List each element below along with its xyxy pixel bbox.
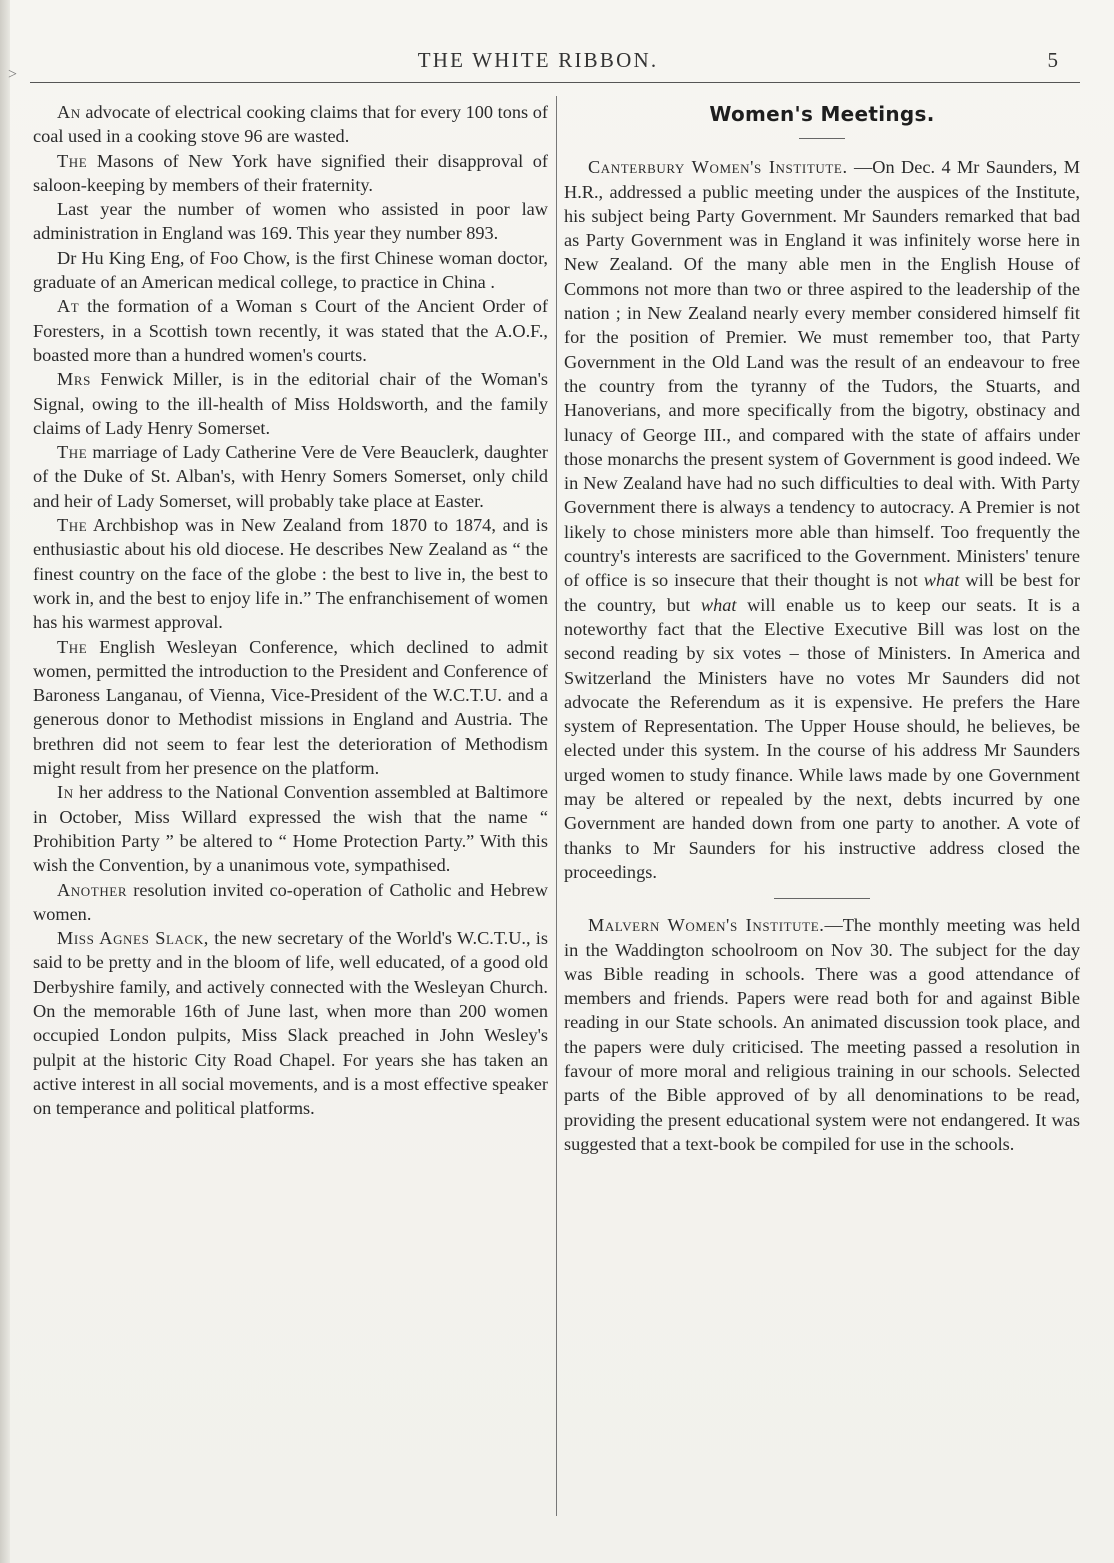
lead-word: An bbox=[57, 102, 81, 122]
news-item bbox=[33, 100, 548, 149]
page-number: 5 bbox=[1047, 48, 1058, 72]
item-text: English Wesleyan Conference, which declined to admit women, permitted the introduction to the President and Conference of Baroness Langanau, of Vienna, Vice-President of the W.C.T.U. and a generous donor to Methodist missions in England and Austria. The brethren did not seem to fear lest the deterioration of Methodism might result from her presence on the platform. bbox=[33, 636, 548, 779]
column-divider bbox=[556, 96, 557, 1516]
item-text: Dr Hu King Eng, of Foo Chow, is the first Chinese woman doctor, graduate of an American medical college, to practice in China . bbox=[33, 247, 548, 293]
report-text: —On Dec. 4 Mr Saunders, M H.R., addressed a public meeting under the auspices of the Institute, his subject being Party Government. Mr Saunders remarked that bad as Party Government was in England it was infinitely worse here in New Zealand. Of the many able men in the English House of Commons not more than two or three aspired to the leadership of the nation ; in New Zealand nearly every member considered himself fit for the position of Premier. We must remember too, that Party Government in the Old Land was the result of an endeavour to free the country from the tyranny of the Tudors, the Stuarts, and Hanoverians, and more specifically from the bigotry, obstinacy and lunacy of George III., and compared with the state of affairs under those monarchs the present system of Government is good indeed. We in New Zealand have had no such difficulties to deal with. With Party Government there is always a tendency to autocracy. A Premier is not likely to chose ministers more able than himself. Too frequently the country's interests are sacrificed to the Government. Ministers' tenure of office is so insecure that their thought is not bbox=[564, 157, 1081, 591]
meeting-report-malvern bbox=[564, 913, 1080, 1156]
news-item bbox=[33, 780, 548, 877]
institute-name: Canterbury Women's Institute. bbox=[588, 157, 848, 178]
item-text: Masons of New York have signified their disapproval of saloon-keeping by members of their fraternity. bbox=[33, 150, 548, 195]
publication-title: THE WHITE RIBBON. bbox=[417, 48, 659, 72]
lead-word: The bbox=[57, 150, 88, 171]
report-text: —The monthly meeting was held in the Waddington schoolroom on Nov 30. The subject for the day was Bible reading in schools. There was a good attendance of members and friends. Papers were read both for and against Bible reading in our State schools. An animated discussion took place, and the papers were duly criticised. The meeting passed a resolution in favour of more moral and religious training in our schools. Selected parts of the Bible approved of by all denominations to be read, providing the present educational system were not endangered. It was suggested that a text-book be compiled for use in the schools. bbox=[564, 915, 1080, 1154]
lead-word: In bbox=[57, 782, 74, 803]
page-binding-edge bbox=[0, 0, 10, 1563]
item-text: Fenwick Miller, is in the editorial chair of the Woman's Signal, owing to the ill-health of Miss Holdsworth, and the family claims of Lady Henry Somerset. bbox=[33, 369, 548, 438]
item-text: Archbishop was in New Zealand from 1870 to 1874, and is enthusiastic about his old diocese. He describes New Zealand as “ the finest country on the face of the globe : the best to live in, the best to work in, and the best to enjoy life in.” The enfranchisement of women has his warmest approval. bbox=[33, 515, 548, 633]
item-text: marriage of Lady Catherine Vere de Vere Beauclerk, daughter of the Duke of St. Alban's, with Henry Somers Somerset, only child and heir of Lady Somerset, will probably take place at Easter. bbox=[33, 442, 548, 511]
lead-word: The bbox=[57, 636, 88, 657]
section-heading: Women's Meetings. bbox=[709, 102, 935, 126]
edge-mark: > bbox=[8, 66, 18, 83]
item-text: resolution invited co-operation of Catholic and Hebrew women. bbox=[33, 879, 548, 924]
section-rule bbox=[774, 898, 870, 899]
item-text: Last year the number of women who assisted in poor law administration in England was 169. This year they number 893. bbox=[33, 199, 548, 244]
item-text: her address to the National Convention assembled at Baltimore in October, Miss Willard expressed the wish that the name “ Prohibition Party ” be altered to “ Home Protection Party.” With this wish the Convention, by a unanimous vote, sympathised. bbox=[33, 782, 548, 876]
lead-word: Miss Agnes Slack, bbox=[57, 928, 209, 949]
news-item bbox=[33, 294, 548, 367]
header-rule bbox=[30, 82, 1080, 83]
institute-name: Malvern Women's Institute. bbox=[588, 915, 825, 936]
lead-word: The bbox=[57, 515, 88, 536]
item-text: advocate of electrical cooking claims that for every 100 tons of coal used in a cooking stove 96 are wasted. bbox=[33, 102, 548, 147]
item-text: the formation of a Woman s Court of the Ancient Order of Foresters, in a Scottish town recently, it was stated that the A.O.F., boasted more than a hundred women's courts. bbox=[33, 296, 548, 365]
heading-rule bbox=[799, 138, 845, 139]
left-column bbox=[33, 100, 548, 1120]
lead-word: At bbox=[57, 296, 80, 317]
news-item bbox=[33, 513, 548, 634]
emphasis: what bbox=[923, 570, 960, 591]
news-item bbox=[33, 926, 548, 1120]
lead-word: Another bbox=[57, 879, 128, 900]
right-column bbox=[564, 100, 1080, 1156]
item-text: the new secretary of the World's W.C.T.U., is said to be pretty and in the bloom of life, well educated, of a good old Derbyshire family, and actively connected with the Wesleyan Church. On the memorable 16th of June last, when more than 200 women occupied London pulpits, Miss Slack preached in John Wesley's pulpit at the historic City Road Chapel. For years she has taken an active interest in all social movements, and is a most effective speaker on temperance and political platforms. bbox=[33, 928, 548, 1119]
lead-word: The bbox=[57, 442, 88, 463]
report-text: will be best for the country, but bbox=[564, 570, 1080, 615]
news-item bbox=[33, 440, 548, 513]
meeting-report-canterbury bbox=[564, 155, 1080, 884]
news-item bbox=[33, 197, 548, 246]
news-item bbox=[33, 367, 548, 440]
lead-word: Mrs bbox=[57, 369, 91, 390]
page-header bbox=[36, 46, 1080, 80]
news-item bbox=[33, 878, 548, 927]
news-item bbox=[33, 149, 548, 198]
emphasis: what bbox=[700, 594, 737, 615]
news-item bbox=[33, 246, 548, 295]
report-text: will enable us to keep our seats. It is a noteworthy fact that the Elective Executive Bill was lost on the second reading by six votes – those of Ministers. In America and Switzerland the Ministers have no votes Mr Saunders did not advocate the Referendum as it is expensive. He prefers the Hare system of Representation. The Upper House should, he believes, be elected under this system. In the course of his address Mr Saunders urged women to study finance. While laws made by one Government may be altered or repealed by the next, debts incurred by one Government are handed down from one party to another. A vote of thanks to Mr Saunders for his instructive address closed the proceedings. bbox=[564, 594, 1080, 882]
news-item bbox=[33, 635, 548, 781]
